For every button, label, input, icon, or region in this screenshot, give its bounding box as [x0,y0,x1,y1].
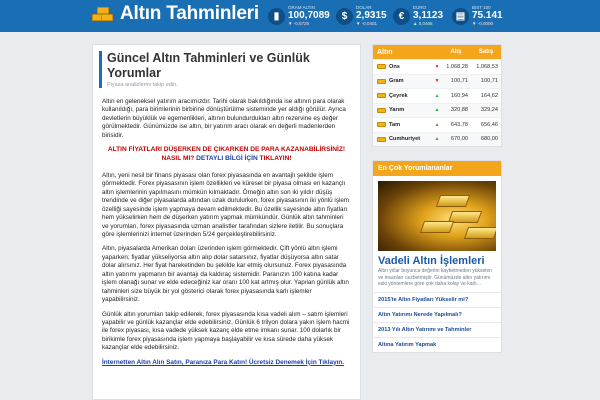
arrow-up-icon: ▲ [434,92,440,99]
promo-detail: DETAYLI BİLGİ İÇİN [196,155,258,163]
ticker-value: 75.141 [472,10,503,21]
ticker-value: 2,9315 [356,10,387,21]
featured-post-excerpt: Altın yıllar boyunca değerini kaybetmeden yükselen ve insanları cezbetmiştir. Günümüzde altın yatırımı eski yöntemlere göre çok daha kolay ve karlı... [378,268,492,287]
price-buy: 1.068,28 [446,63,468,70]
price-buy: 100,71 [450,78,468,85]
price-name: Gram [389,78,404,85]
gold-bar-icon [377,137,386,142]
promo-question: NASIL MI? [161,155,195,163]
promo-headline: ALTIN FİYATLARI DÜŞERKEN DE ÇIKARKEN DE PARA KAZANABİLİRSİNİZ! [107,146,346,154]
popular-link[interactable]: Altın Yatırımı Nerede Yapılmalı? [373,307,501,322]
featured-post-title[interactable]: Vadeli Altın İşlemleri [378,255,485,267]
page-title: Güncel Altın Tahminleri ve Günlük Yorumlar [107,51,310,80]
col-buy-header: Alış [450,49,462,55]
ticker-euro[interactable] [393,1,443,31]
arrow-down-icon: ▼ [434,63,440,70]
price-name: Cumhuriyet [389,136,421,143]
popular-link[interactable]: Altına Yatırım Yapmak [373,337,501,352]
paragraph-daily: Günlük altın yorumları takip edilerek, forex piyasasında kısa vadeli alım – satım işlemleri yapabilir ve günlük kazançlar elde edebilirsiniz. Günlük 6 trilyon dolara yakın işlem hacmi ile forex piyasası, kısa vadede yüksek kazanç elde etme imkanı sunar. 100 dolarlık bir birikimle forex piyasasında işlem yapmaya başlayabilir ve kısa sürede daha yüksek kazançlar elde edebilirsiniz. [102,310,350,352]
col-name-header: Altın [377,48,393,56]
sidebar [372,44,502,400]
site-logo[interactable] [92,3,259,25]
promo-click-link[interactable]: TIKLAYIN! [259,155,292,163]
popular-link[interactable]: 2015'te Altın Fiyatları Yükselir mi? [373,292,501,307]
arrow-up-icon: ▲ [434,136,440,143]
euro-icon: € [393,8,410,25]
price-name: Tam [389,121,401,128]
arrow-down-icon: ▼ [434,78,440,85]
ticker-change: ▼ -0,0000 [472,21,493,26]
price-sell: 680,00 [480,136,498,143]
paragraph-dollar: Altın, piyasalarda Amerikan doları üzerinden işlem görmektedir. Çift yönlü altın işlemi yaparken; fiyatlar yükseliyorsa altın alıp dolar satarsınız, fiyatlar düşüyorsa altın satar dolar alırsınız. Her fiyat hareketinden bu şekilde kar etmiş olursunuz. Forex piyasasında altın yatırımı yapmanın bir avantajı da kaldıraç sistemidir. Paranızın 100 katına kadar işlem olanağı sunar ve elde edeceğiniz kar oranı 100 kat artmış olur. Yapılan günlük altın tahminleri size büyük bir yol gösterici olarak forex piyasasında karlı işlemler yapabilirsiniz. [102,245,349,304]
price-row-gram[interactable] [373,74,501,89]
gold-bar-icon: ▮ [268,8,285,25]
ticker-change: ▼ -0,5729 [288,21,309,26]
main-content [92,44,361,400]
page-header [99,51,354,88]
cta-link[interactable]: İnternetten Altın Alın Satın, Paranıza Para Katın! Ücretsiz Denemek İçin Tıklayın. [102,358,345,366]
price-name: Yarım [389,107,405,114]
ticker-dolar[interactable] [336,1,387,31]
gold-bar-icon [377,64,386,69]
ticker-label: DOLAR [356,4,372,10]
gold-bars-icon [92,4,114,24]
ticker-label: BIST 100 [472,4,491,10]
price-buy: 160,94 [450,92,468,99]
ticker-label: GRAM ALTIN [288,4,315,10]
price-sell: 100,71 [480,78,498,85]
price-row-çeyrek[interactable] [373,88,501,103]
price-buy: 320,88 [450,107,468,114]
article-body [93,88,360,367]
gold-bar-icon [377,93,386,98]
price-name: Çeyrek [389,92,408,99]
paragraph-forex: Altın, yeni nesil bir finans piyasası olan forex piyasasında en avantajlı şekilde işlem görmektedir. Forex piyasasının işlem özellikleri ve küresel bir piyasa olması en kazançlı altın işlemlerinin yapılmasını mümkün kılmaktadır. Örneğin altın son iki yıldır düşüş trendinde ve diğer piyasalarda altından uzak durulurken, forex piyasasının iki yönlü işlem özelliği sayesinde işlem yapmaya devam edilmektedir. Bu özellik sayesinde altın fiyatları hem yükselirken hem de düşerken yatırım yapmak mümkündür. Günlük altın tahminleri ve yorumları, forex piyasasında uzman analistler tarafından sizlere iletilir. Bu sonuçlara göre işlemlerinizi internet üzerinden 5/24 gerçekleştirebilirsiniz. [102,171,350,239]
price-sell: 1.068,53 [476,63,498,70]
ticker-gram-altin[interactable] [268,1,330,31]
ticker-bist100[interactable] [452,1,503,31]
price-buy: 643,78 [450,121,468,128]
price-row-cumhuriyet[interactable] [373,132,501,147]
paragraph-intro: Altın en geleneksel yatırım aracımızdır. Tarihi olarak bakıldığında ise altının para olarak kullanıldığı, para birimlerinin birbirine dönüştürülme sisteminde yer aldığı görülür. Ayrıca devletlerin büyüklük ve egemenlikleri, altının bulundurdukları altın rezervine eş değer görülmektedir. Günümüzde ise altın, bir yatırım aracı olarak en değerli madenlerden birisidir. [102,98,346,139]
gold-bars-image[interactable] [378,181,496,251]
popular-link[interactable]: 2013 Yılı Altın Yatırımı ve Tahminler [373,322,501,337]
bar-chart-icon: ▤ [452,8,469,25]
gold-bar-icon [377,79,386,84]
price-sell: 329,24 [480,107,498,114]
price-sell: 656,46 [480,121,498,128]
top-header [0,0,600,32]
ticker-change: ▼ -0,0401 [356,21,377,26]
price-name: Ons [389,63,400,70]
popular-heading: En Çok Yorumlananlar [373,161,501,176]
gold-bar-icon [377,108,386,113]
gold-bar-icon [377,122,386,127]
price-row-tam[interactable] [373,117,501,132]
arrow-up-icon: ▲ [434,107,440,114]
price-row-ons[interactable] [373,59,501,74]
ticker-change: ▲ 0,0466 [413,21,433,26]
ticker-value: 3,1123 [413,10,444,21]
dollar-icon: $ [336,8,353,25]
price-sell: 164,62 [480,92,498,99]
ticker-label: EURO [413,4,427,10]
price-table-header [373,45,501,59]
price-row-yarım[interactable] [373,103,501,118]
page-subtitle: Piyasa analizlerini takip edin. [107,82,178,88]
site-title: Altın Tahminleri [120,3,259,24]
arrow-up-icon: ▲ [434,121,440,128]
promo-banner[interactable] [102,146,351,164]
gold-price-table [372,44,502,147]
price-buy: 670,00 [450,136,468,143]
popular-posts [372,160,502,353]
ticker-value: 100,7089 [288,10,330,21]
col-sell-header: Satış [478,49,494,55]
